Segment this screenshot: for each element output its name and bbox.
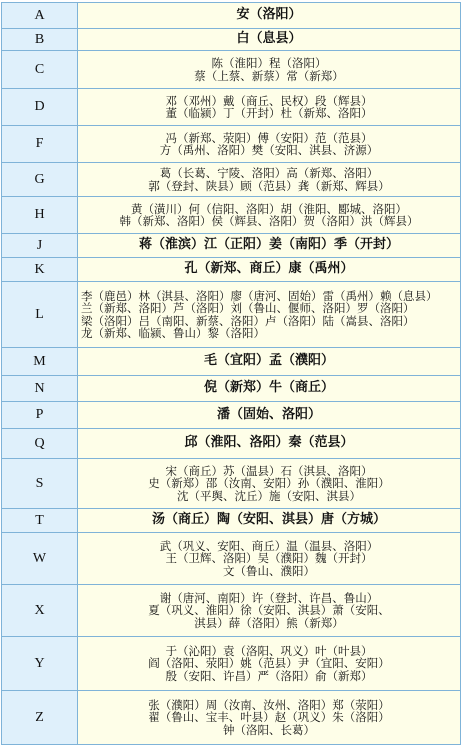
initial-letter: S <box>2 459 78 509</box>
table-row <box>2 282 461 348</box>
table-row <box>2 637 461 691</box>
table-row <box>2 376 461 402</box>
surname-line: 阎（洛阳、荥阳）姚（范县）尹（宜阳、安阳） <box>148 656 390 671</box>
initial-letter: K <box>2 258 78 282</box>
surname-line: 孔（新郑、商丘）康（禹州） <box>184 261 354 277</box>
surname-cell <box>78 258 461 282</box>
surname-cell <box>78 234 461 258</box>
surname-line: 夏（巩义、淮阳）徐（安阳、淇县）萧（安阳、 <box>148 603 390 618</box>
table-row <box>2 402 461 429</box>
initial-letter: N <box>2 376 78 402</box>
surname-cell <box>78 533 461 585</box>
surname-line: 方（禹州、洛阳）樊（安阳、淇县、济源） <box>159 143 379 157</box>
initial-letter: F <box>2 126 78 163</box>
table-row <box>2 89 461 126</box>
surname-line: 汤（商丘）陶（安阳、淇县）唐（方城） <box>151 512 386 528</box>
table-row <box>2 3 461 29</box>
initial-letter: X <box>2 585 78 637</box>
surname-cell <box>78 3 461 29</box>
surname-cell <box>78 691 461 745</box>
surname-cell <box>78 89 461 126</box>
surname-line: 倪（新郑）牛（商丘） <box>203 380 334 396</box>
initial-letter: Q <box>2 429 78 459</box>
surname-cell <box>78 637 461 691</box>
initial-letter: L <box>2 282 78 348</box>
surname-line: 翟（鲁山、宝丰、叶县）赵（巩义）朱（洛阳） <box>148 710 390 725</box>
initial-letter: T <box>2 509 78 533</box>
surname-cell <box>78 402 461 429</box>
surname-cell <box>78 509 461 533</box>
surname-cell <box>78 197 461 234</box>
surname-line: 张（濮阳）周（汝南、汝州、洛阳）郑（荥阳） <box>148 697 390 712</box>
surname-line: 韩（新郑、洛阳）侯（辉县、洛阳）贺（洛阳）洪（辉县） <box>119 214 419 228</box>
surname-line: 宋（商丘）苏（温县）石（淇县、洛阳） <box>165 463 373 478</box>
table-row <box>2 126 461 163</box>
surname-line: 王（卫辉、洛阳）吴（濮阳）魏（开封） <box>165 551 373 566</box>
table-row <box>2 691 461 745</box>
table-row <box>2 163 461 197</box>
surname-line: 梁（洛阳）吕（南阳、新蔡、洛阳）卢（洛阳）陆（嵩县、洛阳） <box>81 313 415 328</box>
surname-line: 邱（淮阳、洛阳）秦（范县） <box>184 435 354 451</box>
surname-cell <box>78 348 461 376</box>
surname-line: 董（临颍）丁（开封）杜（新郑、洛阳） <box>165 106 373 120</box>
initial-letter: M <box>2 348 78 376</box>
surname-line: 冯（新郑、荥阳）傅（安阳）范（范县） <box>165 130 373 145</box>
table-body <box>2 3 461 745</box>
table-row <box>2 459 461 509</box>
table-row <box>2 29 461 51</box>
surname-line: 邓（邓州）戴（商丘、民权）段（辉县） <box>165 93 373 108</box>
table-row <box>2 234 461 258</box>
surname-cell <box>78 459 461 509</box>
surname-cell <box>78 163 461 197</box>
surname-line: 殷（安阳、许昌）严（洛阳）俞（新郑） <box>165 668 373 683</box>
surname-line: 史（新郑）邵（汝南、安阳）孙（濮阳、淮阳） <box>148 476 390 491</box>
surname-line: 淇县）薛（洛阳）熊（新郑） <box>194 615 344 630</box>
surname-cell <box>78 376 461 402</box>
surname-line: 黄（潢川）何（信阳、洛阳）胡（淮阳、郾城、洛阳） <box>131 201 407 216</box>
surname-line: 兰（新郑、洛阳）芦（洛阳）刘（鲁山、偃师、洛阳）罗（洛阳） <box>81 301 415 316</box>
initial-letter: Z <box>2 691 78 745</box>
surname-line: 武（巩义、安阳、商丘）温（温县、洛阳） <box>159 538 379 553</box>
surname-line: 谢（唐河、南阳）许（登封、许昌、鲁山） <box>159 590 379 605</box>
table-row <box>2 51 461 89</box>
initial-letter: J <box>2 234 78 258</box>
initial-letter: A <box>2 3 78 29</box>
surname-line: 葛（长葛、宁陵、洛阳）高（新郑、洛阳） <box>159 166 379 181</box>
surname-line: 蔡（上蔡、新蔡）常（新郑） <box>194 68 344 83</box>
table-row <box>2 258 461 282</box>
surname-line: 文（鲁山、濮阳） <box>223 563 315 578</box>
initial-letter: B <box>2 29 78 51</box>
initial-letter: Y <box>2 637 78 691</box>
surname-line: 钟（洛阳、长葛） <box>223 722 315 737</box>
initial-letter: W <box>2 533 78 585</box>
surname-line: 毛（宜阳）孟（濮阳） <box>203 353 334 369</box>
table-row <box>2 533 461 585</box>
surname-cell <box>78 29 461 51</box>
surname-origin-table <box>1 2 461 745</box>
surname-line: 龙（新郑、临颍、鲁山）黎（洛阳） <box>81 325 265 340</box>
surname-line: 蒋（淮滨）江（正阳）姜（南阳）季（开封） <box>138 237 399 253</box>
surname-cell <box>78 126 461 163</box>
initial-letter: P <box>2 402 78 429</box>
table-row <box>2 348 461 376</box>
table-row <box>2 197 461 234</box>
initial-letter: D <box>2 89 78 126</box>
surname-line: 陈（淮阳）程（洛阳） <box>211 56 327 71</box>
surname-cell <box>78 585 461 637</box>
table-row <box>2 429 461 459</box>
surname-cell <box>78 51 461 89</box>
surname-line: 李（鹿邑）林（淇县、洛阳）廖（唐河、固始）雷（禹州）赖（息县） <box>81 288 438 303</box>
surname-line: 于（沁阳）袁（洛阳、巩义）叶（叶县） <box>165 643 373 658</box>
surname-line: 郭（登封、陕县）顾（范县）龚（新郑、辉县） <box>148 178 390 193</box>
table-row <box>2 509 461 533</box>
surname-line: 沈（平舆、沈丘）施（安阳、淇县） <box>177 488 361 503</box>
surname-cell <box>78 429 461 459</box>
surname-line: 白（息县） <box>236 31 302 47</box>
initial-letter: C <box>2 51 78 89</box>
initial-letter: G <box>2 163 78 197</box>
surname-line: 潘（固始、洛阳） <box>216 406 321 422</box>
surname-line: 安（洛阳） <box>236 7 302 23</box>
surname-cell <box>78 282 461 348</box>
table-row <box>2 585 461 637</box>
initial-letter: H <box>2 197 78 234</box>
